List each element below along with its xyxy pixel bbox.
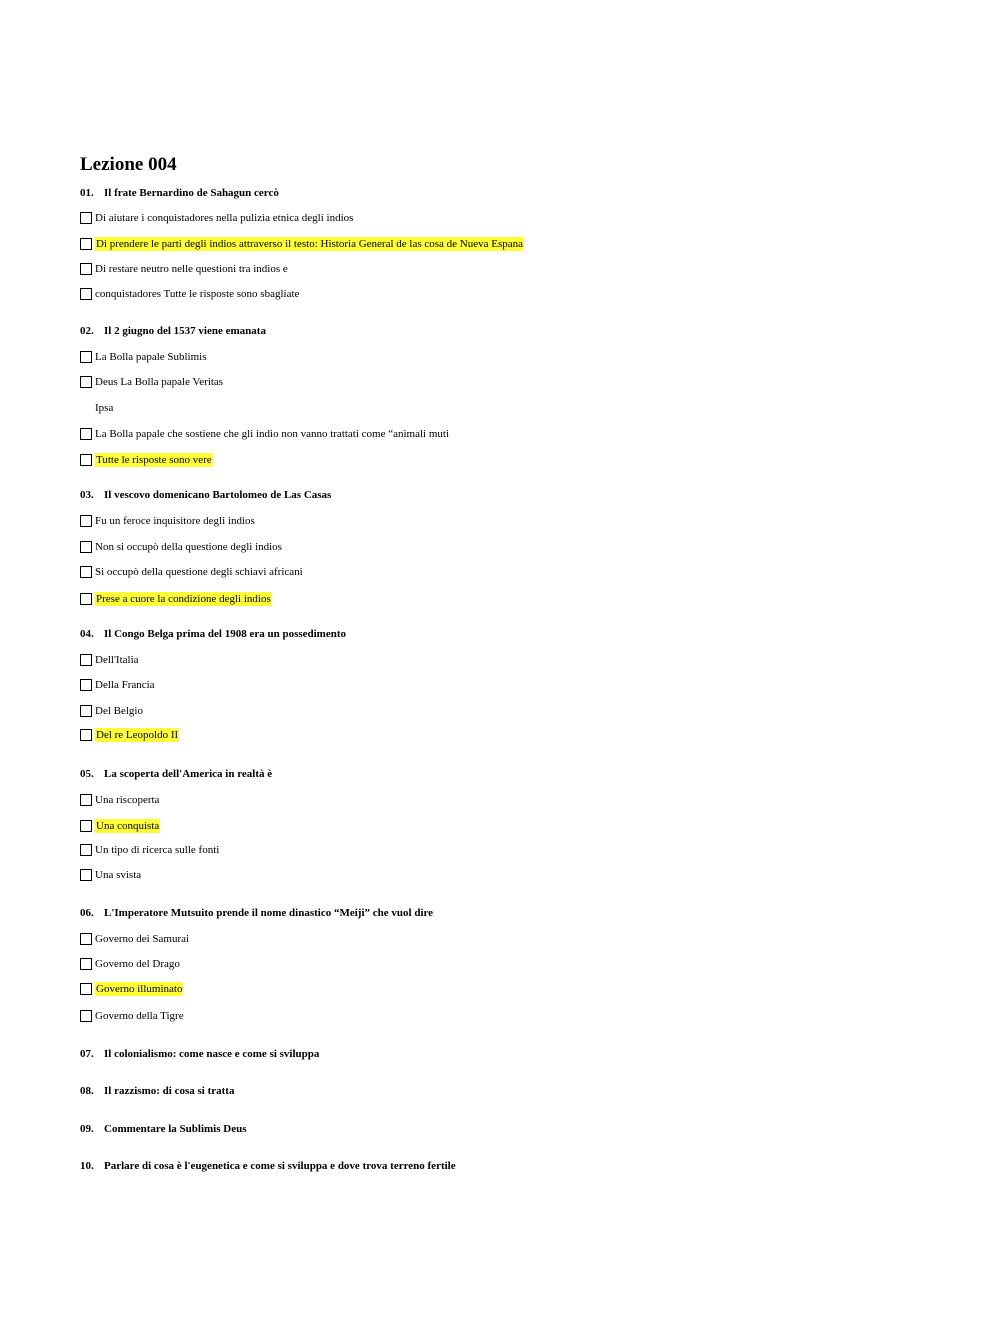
answer-label: Una svista xyxy=(95,869,142,881)
question-number: 04. xyxy=(80,628,94,640)
question-heading xyxy=(80,1160,456,1172)
answer-checkbox[interactable] xyxy=(80,593,92,605)
answer-checkbox[interactable] xyxy=(80,351,92,363)
answer-label: Dell'Italia xyxy=(95,654,139,666)
answer-checkbox[interactable] xyxy=(80,288,92,300)
question-text: Il Congo Belga prima del 1908 era un possedimento xyxy=(104,628,347,640)
answer-label: Della Francia xyxy=(95,679,155,691)
answer-option[interactable] xyxy=(80,453,213,468)
answer-option xyxy=(80,401,113,416)
answer-checkbox[interactable] xyxy=(80,515,92,527)
answer-label-highlighted: Governo illuminato xyxy=(96,983,183,995)
question-heading xyxy=(80,489,331,501)
page-title: Lezione 004 xyxy=(80,154,177,175)
answer-label: Del Belgio xyxy=(95,705,143,717)
answer-checkbox[interactable] xyxy=(80,541,92,553)
question-number: 09. xyxy=(80,1123,94,1135)
answer-label: Governo della Tigre xyxy=(95,1010,184,1022)
question-text: Parlare di cosa è l'eugenetica e come si sviluppa e dove trova terreno fertile xyxy=(104,1160,456,1172)
answer-option[interactable] xyxy=(80,427,449,442)
question-heading xyxy=(80,768,272,780)
answer-option[interactable] xyxy=(80,514,255,529)
question-text: La scoperta dell'America in realtà è xyxy=(104,768,273,780)
answer-option[interactable] xyxy=(80,375,223,390)
answer-option[interactable] xyxy=(80,982,183,997)
answer-option[interactable] xyxy=(80,540,282,555)
answer-option[interactable] xyxy=(80,932,189,947)
answer-label: La Bolla papale Sublimis xyxy=(95,351,207,363)
answer-label: Governo del Drago xyxy=(95,958,180,970)
question-text: Commentare la Sublimis Deus xyxy=(104,1123,247,1135)
question-text: Il razzismo: di cosa si tratta xyxy=(104,1085,235,1097)
question-number: 06. xyxy=(80,907,94,919)
answer-checkbox[interactable] xyxy=(80,654,92,666)
answer-option[interactable] xyxy=(80,843,219,858)
answer-checkbox[interactable] xyxy=(80,679,92,691)
question-text: Il colonialismo: come nasce e come si sviluppa xyxy=(104,1048,320,1060)
answer-checkbox[interactable] xyxy=(80,238,92,250)
question-text: Il frate Bernardino de Sahagun cercò xyxy=(104,187,279,199)
question-heading xyxy=(80,1048,319,1060)
answer-option[interactable] xyxy=(80,262,288,277)
answer-option[interactable] xyxy=(80,211,353,226)
question-text: L'Imperatore Mutsuito prende il nome dinastico “Meiji” che vuol dire xyxy=(104,907,434,919)
answer-option[interactable] xyxy=(80,868,141,883)
answer-option[interactable] xyxy=(80,957,180,972)
question-heading xyxy=(80,187,279,199)
answer-label: Di restare neutro nelle questioni tra indios e xyxy=(95,263,288,275)
answer-option[interactable] xyxy=(80,704,143,719)
question-text: Il 2 giugno del 1537 viene emanata xyxy=(104,325,266,337)
answer-option[interactable] xyxy=(80,350,207,365)
answer-option[interactable] xyxy=(80,678,155,693)
answer-checkbox[interactable] xyxy=(80,454,92,466)
question-heading xyxy=(80,1123,247,1135)
question-number: 08. xyxy=(80,1085,94,1097)
answer-checkbox[interactable] xyxy=(80,376,92,388)
answer-label: Un tipo di ricerca sulle fonti xyxy=(95,844,220,856)
answer-checkbox[interactable] xyxy=(80,428,92,440)
question-text: Il vescovo domenicano Bartolomeo de Las Casas xyxy=(104,489,332,501)
answer-checkbox[interactable] xyxy=(80,983,92,995)
answer-label: La Bolla papale che sostiene che gli indio non vanno trattati come “animali muti xyxy=(95,428,450,440)
question-number: 01. xyxy=(80,187,94,199)
question-heading xyxy=(80,907,433,919)
answer-checkbox[interactable] xyxy=(80,933,92,945)
question-heading xyxy=(80,628,346,640)
answer-option[interactable] xyxy=(80,237,524,252)
answer-option[interactable] xyxy=(80,1009,184,1024)
answer-option[interactable] xyxy=(80,819,160,834)
answer-checkbox[interactable] xyxy=(80,705,92,717)
answer-option[interactable] xyxy=(80,728,179,743)
question-number: 07. xyxy=(80,1048,94,1060)
question-number: 03. xyxy=(80,489,94,501)
answer-checkbox[interactable] xyxy=(80,958,92,970)
answer-label-highlighted: Una conquista xyxy=(96,820,160,832)
answer-label: Fu un feroce inquisitore degli indios xyxy=(95,515,255,527)
question-number: 02. xyxy=(80,325,94,337)
answer-checkbox[interactable] xyxy=(80,212,92,224)
answer-checkbox[interactable] xyxy=(80,820,92,832)
answer-label: Si occupò della questione degli schiavi africani xyxy=(95,566,303,578)
answer-option[interactable] xyxy=(80,287,299,302)
answer-label: Non si occupò della questione degli indios xyxy=(95,541,282,553)
answer-checkbox[interactable] xyxy=(80,844,92,856)
answer-option[interactable] xyxy=(80,653,139,668)
question-number: 05. xyxy=(80,768,94,780)
answer-label-highlighted: Tutte le risposte sono vere xyxy=(96,454,212,466)
answer-label-highlighted: Di prendere le parti degli indios attraverso il testo: Historia General de las cosa de Nueva Espana xyxy=(96,238,524,250)
answer-checkbox[interactable] xyxy=(80,729,92,741)
answer-label: conquistadores Tutte le risposte sono sbagliate xyxy=(95,288,300,300)
answer-label: Governo dei Samurai xyxy=(95,933,190,945)
answer-checkbox[interactable] xyxy=(80,1010,92,1022)
answer-option[interactable] xyxy=(80,592,272,607)
answer-label: Ipsa xyxy=(95,402,114,414)
answer-label: Deus La Bolla papale Veritas xyxy=(95,376,224,388)
answer-checkbox[interactable] xyxy=(80,263,92,275)
answer-checkbox[interactable] xyxy=(80,794,92,806)
answer-label: Una riscoperta xyxy=(95,794,160,806)
checkbox-spacer xyxy=(80,402,92,414)
question-heading xyxy=(80,1085,234,1097)
question-number: 10. xyxy=(80,1160,94,1172)
answer-label-highlighted: Del re Leopoldo II xyxy=(96,729,179,741)
question-heading xyxy=(80,325,266,337)
answer-checkbox[interactable] xyxy=(80,566,92,578)
answer-option[interactable] xyxy=(80,565,303,580)
answer-checkbox[interactable] xyxy=(80,869,92,881)
answer-label: Di aiutare i conquistadores nella pulizia etnica degli indios xyxy=(95,212,354,224)
answer-label-highlighted: Prese a cuore la condizione degli indios xyxy=(96,593,271,605)
answer-option[interactable] xyxy=(80,793,159,808)
